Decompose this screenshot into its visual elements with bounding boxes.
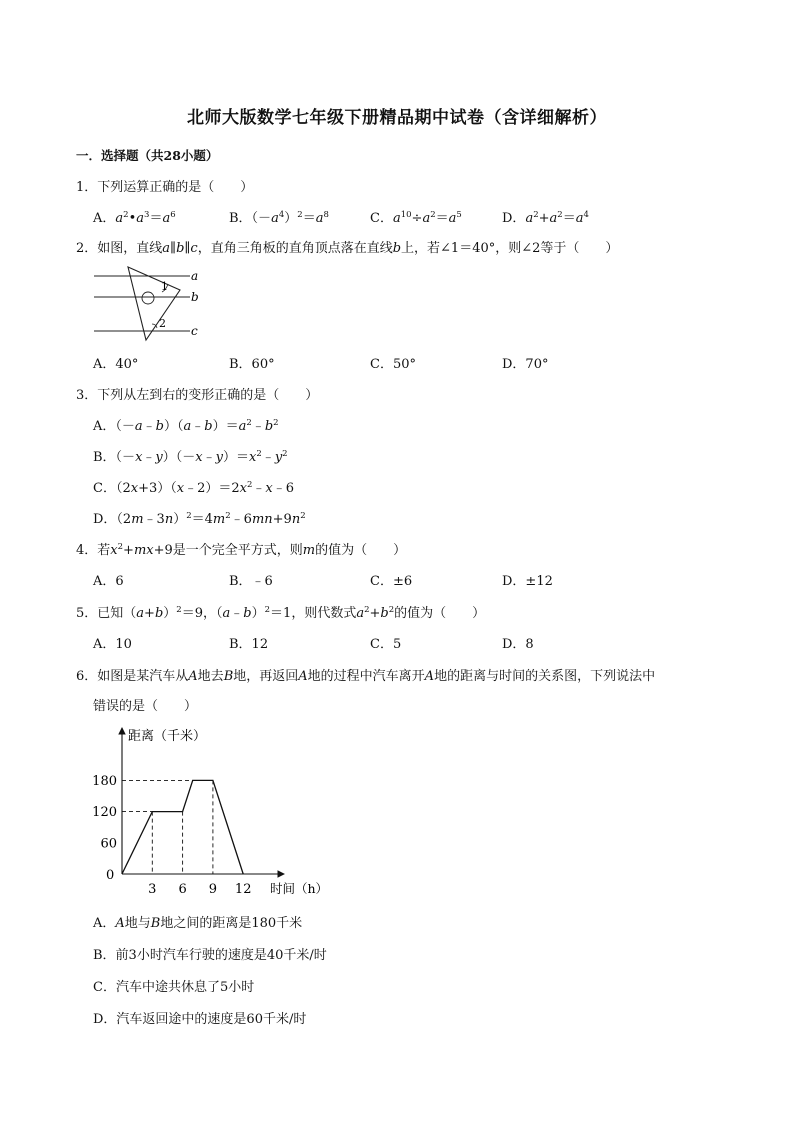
angle-label-1: 1 [161,280,168,293]
question-2-stem: 2．如图，直线a∥b∥c，直角三角板的直角顶点落在直线b上，若∠1＝40°，则∠2等于（ ） [76,241,619,256]
line-label-a: a [191,269,199,283]
question-6-option-a: A．A地与B地之间的距离是180千米 [93,916,303,931]
question-1-option-d: D．$a^2+a^2=a^4$ [502,210,589,226]
question-4-option-d: D．±12 [502,574,553,589]
parallel-lines-figure [88,262,218,346]
question-6-stem-line-1: 6．如图是某汽车从A地去B地，再返回A地的过程中汽车离开A地的距离与时间的关系图，下列说法中 [76,669,656,684]
x-axis-label: 时间（h） [270,881,329,896]
question-6-option-c: C．汽车中途共休息了5小时 [93,980,255,995]
x-tick-label: 9 [208,882,218,897]
origin-label: 0 [106,868,115,883]
question-3-option-d: D．$(2m﹣3n)^2=4m^2﹣6mn+9n^2$ [93,511,306,527]
page-title: 北师大版数学七年级下册精品期中试卷（含详细解析） [187,108,607,128]
distance-time-chart [84,722,354,906]
y-tick-label: 60 [100,836,117,852]
angle-label-2: 2 [159,317,166,330]
question-2-option-a: A．40° [93,357,139,372]
y-tick-label: 120 [92,805,117,821]
question-4-stem: 4．若$x^2+mx+9$是一个完全平方式，则m的值为（ ） [76,542,407,558]
section-heading: 一．选择题（共28小题） [76,148,219,163]
question-5-option-a: A．10 [93,637,132,652]
x-tick-label: 6 [178,882,187,897]
question-5-option-b: B．12 [229,637,269,652]
question-3-option-a: A．$(-a﹣b)(a﹣b)=a^2﹣b^2$ [93,418,279,434]
question-5-option-c: C．5 [370,637,402,652]
question-4-option-c: C．±6 [370,574,413,589]
question-5-option-d: D．8 [502,637,534,652]
question-2-option-b: B．60° [229,357,275,372]
question-6-option-d: D．汽车返回途中的速度是60千米/时 [93,1012,307,1027]
question-3-option-c: C．$(2x+3)(x﹣2)=2x^2﹣x﹣6$ [93,480,295,496]
y-axis-label: 距离（千米） [128,729,207,744]
x-tick-label: 3 [148,882,157,897]
question-6-option-b: B．前3小时汽车行驶的速度是40千米/时 [93,948,327,963]
question-1-option-c: C．$a^{10}\div a^2=a^5$ [370,210,462,226]
question-3-stem: 3．下列从左到右的变形正确的是（ ） [76,388,319,403]
question-1-stem: 1．下列运算正确的是（ ） [76,180,254,195]
question-2-option-c: C．50° [370,357,416,372]
x-tick-label: 12 [234,882,252,897]
question-3-option-b: B．$(-x﹣y)(-x﹣y)=x^2﹣y^2$ [93,449,288,465]
question-5-stem: 5．已知$(a+b)^2=9$，（a﹣b）$^2$＝1，则代数式$a^2+b^2$的值为（ ） [76,605,486,621]
y-tick-label: 180 [92,773,117,789]
question-2-option-d: D．70° [502,357,549,372]
line-label-c: c [191,324,198,338]
question-6-stem-line-2: 错误的是（ ） [93,699,198,714]
question-4-option-a: A．6 [93,574,124,589]
question-4-option-b: B．﹣6 [229,574,273,589]
question-1-option-a: A．$a^2•a^3=a^6$ [93,210,176,226]
question-1-option-b: B．$(-a^4)^2=a^8$ [229,210,329,226]
line-label-b: b [191,290,199,304]
